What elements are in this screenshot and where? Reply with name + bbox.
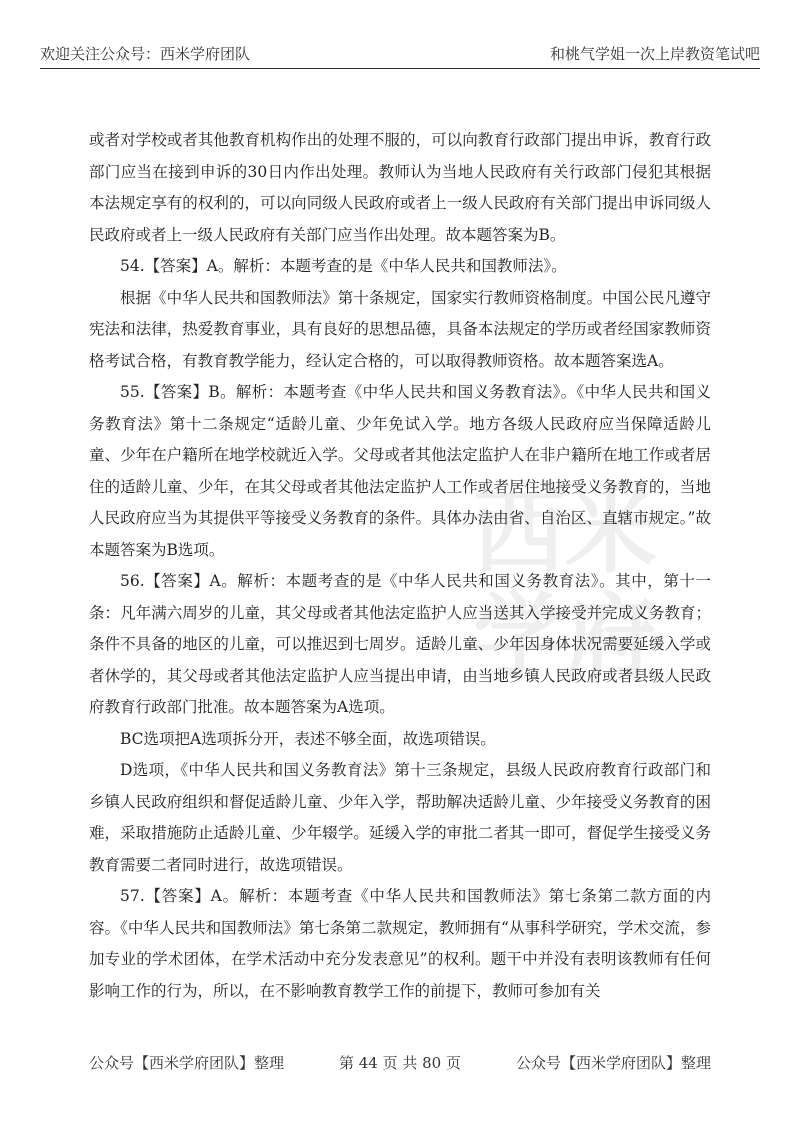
answer-54-explanation: 根据《中华人民共和国教师法》第十条规定，国家实行教师资格制度。中国公民凡遵守宪法和法律，热爱教育事业，具有良好的思想品德，具备本法规定的学历或者经国家教师资格考试合格，有教育教学能力，经认定合格的，可以取得教师资格。故本题答案选A。: [89, 288, 711, 370]
answer-54-heading: 54.【答案】A。解析：本题考查的是《中华人民共和国教师法》。: [120, 257, 567, 275]
watermark: 西米学府: [472, 479, 657, 691]
footer-left-text: 公众号【西米学府团队】整理: [89, 1054, 285, 1072]
paragraph-continuation: 或者对学校或者其他教育机构作出的处理不服的，可以向教育行政部门提出申诉，教育行政部门应当在接到申诉的30日内作出处理。教师认为当地人民政府有关行政部门侵犯其根据本法规定享有的权利的，可以向同级人民政府或者上一级人民政府有关部门提出申诉同级人民政府或者上一级人民政府有关部门应当作出处理。故本题答案为B。: [89, 131, 711, 244]
header-divider: [40, 68, 760, 69]
answer-55: 55.【答案】B。解析：本题考查《中华人民共和国义务教育法》。《中华人民共和国义务教育法》第十二条规定“适龄儿童、少年免试入学。地方各级人民政府应当保障适龄儿童、少年在户籍所在地学校就近入学。父母或者其他法定监护人在非户籍所在地工作或者居住的适龄儿童、少年，在其父母或者其他法定监护人工作或者居住地接受义务教育的，当地人民政府应当为其提供平等接受义务教育的条件。具体办法由省、自治区、直辖市规定。”故本题答案为B选项。: [89, 383, 711, 559]
document-body: [89, 125, 711, 1007]
answer-56-option-bc: BC选项把A选项拆分开，表述不够全面，故选项错误。: [120, 729, 496, 748]
page-number: 第 44 页 共 80 页: [338, 1054, 461, 1072]
footer-right-text: 公众号【西米学府团队】整理: [515, 1054, 711, 1072]
answer-57: 57.【答案】A。解析：本题考查《中华人民共和国教师法》第七条第二款方面的内容。《中华人民共和国教师法》第七条第二款规定，教师拥有“从事科学研究，学术交流，参加专业的学术团体，在学术活动中充分发表意见”的权利。题干中并没有表明该教师有任何影响工作的行为，所以，在不影响教育教学工作的前提下，教师可参加有关: [89, 887, 711, 1000]
page-footer: [89, 1052, 711, 1073]
header-left-text: 欢迎关注公众号：西米学府团队: [40, 45, 251, 63]
answer-56: 56.【答案】A。解析：本题考查的是《中华人民共和国义务教育法》。其中，第十一条：凡年满六周岁的儿童，其父母或者其他法定监护人应当送其入学接受并完成义务教育；条件不具备的地区的儿童，可以推迟到七周岁。适龄儿童、少年因身体状况需要延缓入学或者休学的，其父母或者其他法定监护人应当提出申请，由当地乡镇人民政府或者县级人民政府教育行政部门批准。故本题答案为A选项。: [89, 572, 711, 716]
answer-56-option-d: D选项，《中华人民共和国义务教育法》第十三条规定，县级人民政府教育行政部门和乡镇人民政府组织和督促适龄儿童、少年入学，帮助解决适龄儿童、少年接受义务教育的困难，采取措施防止适龄儿童、少年辍学。延缓入学的审批二者其一即可，督促学生接受义务教育需要二者同时进行，故选项错误。: [89, 761, 711, 874]
page-header: [40, 34, 760, 64]
header-right-text: 和桃气学姐一次上岸教资笔试吧: [549, 45, 760, 63]
